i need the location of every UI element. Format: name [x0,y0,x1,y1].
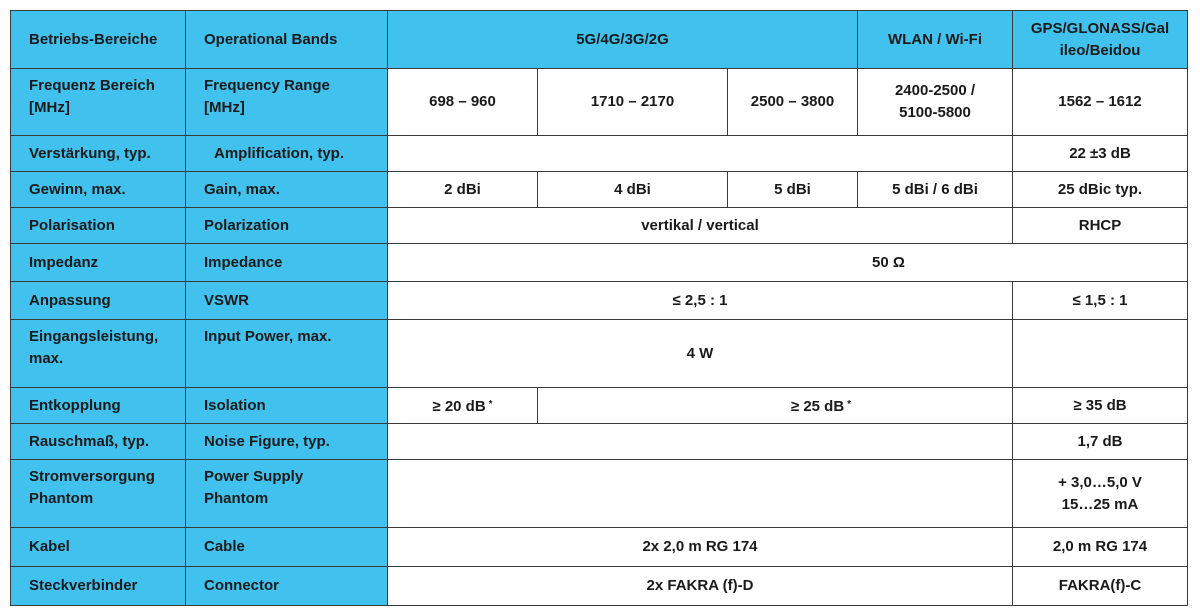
frequency-label-de-line1: Frequenz Bereich [29,77,155,94]
cable-label-de: Kabel [11,528,186,567]
gain-value-3: 5 dBi [728,172,858,208]
polarization-label-de: Polarisation [11,208,186,244]
noise-figure-value-main [388,424,1013,460]
input-power-label-de-line1: Eingangsleistung, [29,328,159,345]
gain-value-wlan: 5 dBi / 6 dBi [858,172,1013,208]
isolation-value-1-footnote-mark: * [488,398,493,410]
input-power-value-gnss [1013,320,1188,388]
amplification-value-main [388,136,1013,172]
connector-value-gnss: FAKRA(f)-C [1013,567,1188,606]
polarization-row [11,208,1188,244]
isolation-value-1 [388,388,538,424]
gain-row [11,172,1188,208]
gain-label-en: Gain, max. [186,172,388,208]
isolation-row [11,388,1188,424]
power-supply-label-de-line2: Phantom [29,490,94,507]
isolation-label-de: Entkopplung [11,388,186,424]
frequency-value-3: 2500 – 3800 [728,69,858,136]
polarization-label-en: Polarization [186,208,388,244]
isolation-value-2-text: ≥ 25 dB [790,397,845,415]
polarization-value-gnss: RHCP [1013,208,1188,244]
impedance-label-de: Impedanz [11,244,186,282]
polarization-value-main: vertikal / vertical [388,208,1013,244]
frequency-label-de [11,69,186,136]
power-supply-label-de-line1: Stromversorgung [29,468,155,485]
amplification-row [11,136,1188,172]
isolation-value-gnss: ≥ 35 dB [1013,388,1188,424]
isolation-value-2-footnote-mark: * [847,398,852,410]
col-header-en: Operational Bands [186,11,388,69]
frequency-value-wlan-line1: 2400-2500 / [894,82,976,99]
band-header-cellular: 5G/4G/3G/2G [388,11,858,69]
amplification-label-de: Verstärkung, typ. [11,136,186,172]
vswr-row [11,282,1188,320]
power-supply-value-gnss [1013,460,1188,528]
cable-row [11,528,1188,567]
frequency-row [11,69,1188,136]
cable-value-main: 2x 2,0 m RG 174 [388,528,1013,567]
vswr-label-en: VSWR [186,282,388,320]
vswr-value-main: ≤ 2,5 : 1 [388,282,1013,320]
noise-figure-value-gnss: 1,7 dB [1013,424,1188,460]
col-header-de: Betriebs-Bereiche [11,11,186,69]
isolation-value-1-text: ≥ 20 dB [432,397,486,415]
input-power-label-en: Input Power, max. [186,320,388,388]
gain-value-2: 4 dBi [538,172,728,208]
gain-value-gnss: 25 dBic typ. [1013,172,1188,208]
cable-value-gnss: 2,0 m RG 174 [1013,528,1188,567]
frequency-label-en-line1: Frequency Range [204,77,330,94]
frequency-value-wlan-line2: 5100-5800 [899,104,971,121]
header-row [11,11,1188,69]
input-power-label-de [11,320,186,388]
frequency-label-en [186,69,388,136]
connector-label-en: Connector [186,567,388,606]
power-supply-label-en-line2: Phantom [204,490,269,507]
noise-figure-row [11,424,1188,460]
band-header-gnss-line1: GPS/GLONASS/Gal [1030,19,1170,37]
frequency-value-1: 698 – 960 [388,69,538,136]
isolation-value-2 [538,388,1013,424]
gain-value-1: 2 dBi [388,172,538,208]
power-supply-label-en-line1: Power Supply [204,468,304,485]
isolation-label-en: Isolation [186,388,388,424]
impedance-label-en: Impedance [186,244,388,282]
frequency-label-de-line2: [MHz] [29,99,70,116]
power-supply-value-gnss-line1: + 3,0…5,0 V [1058,473,1142,491]
band-header-wlan: WLAN / Wi-Fi [858,11,1013,69]
spec-table [10,10,1188,606]
power-supply-label-en [186,460,388,528]
amplification-label-en: Amplification, typ. [186,136,388,172]
cable-label-en: Cable [186,528,388,567]
frequency-label-en-line2: [MHz] [204,99,245,116]
impedance-row [11,244,1188,282]
frequency-value-gnss: 1562 – 1612 [1013,69,1188,136]
power-supply-value-gnss-line2: 15…25 mA [1061,495,1139,513]
connector-value-main: 2x FAKRA (f)-D [388,567,1013,606]
amplification-value-gnss: 22 ±3 dB [1013,136,1188,172]
power-supply-value-main [388,460,1013,528]
band-header-gnss [1013,11,1188,69]
band-header-gnss-line2: ileo/Beidou [1059,41,1141,59]
input-power-value-main: 4 W [388,320,1013,388]
noise-figure-label-en: Noise Figure, typ. [186,424,388,460]
input-power-label-de-line2: max. [29,350,64,367]
frequency-value-wlan [858,69,1013,136]
impedance-value: 50 Ω [388,244,1188,282]
frequency-value-2: 1710 – 2170 [538,69,728,136]
input-power-row [11,320,1188,388]
noise-figure-label-de: Rauschmaß, typ. [11,424,186,460]
connector-row [11,567,1188,606]
vswr-label-de: Anpassung [11,282,186,320]
power-supply-row [11,460,1188,528]
gain-label-de: Gewinn, max. [11,172,186,208]
connector-label-de: Steckverbinder [11,567,186,606]
vswr-value-gnss: ≤ 1,5 : 1 [1013,282,1188,320]
power-supply-label-de [11,460,186,528]
